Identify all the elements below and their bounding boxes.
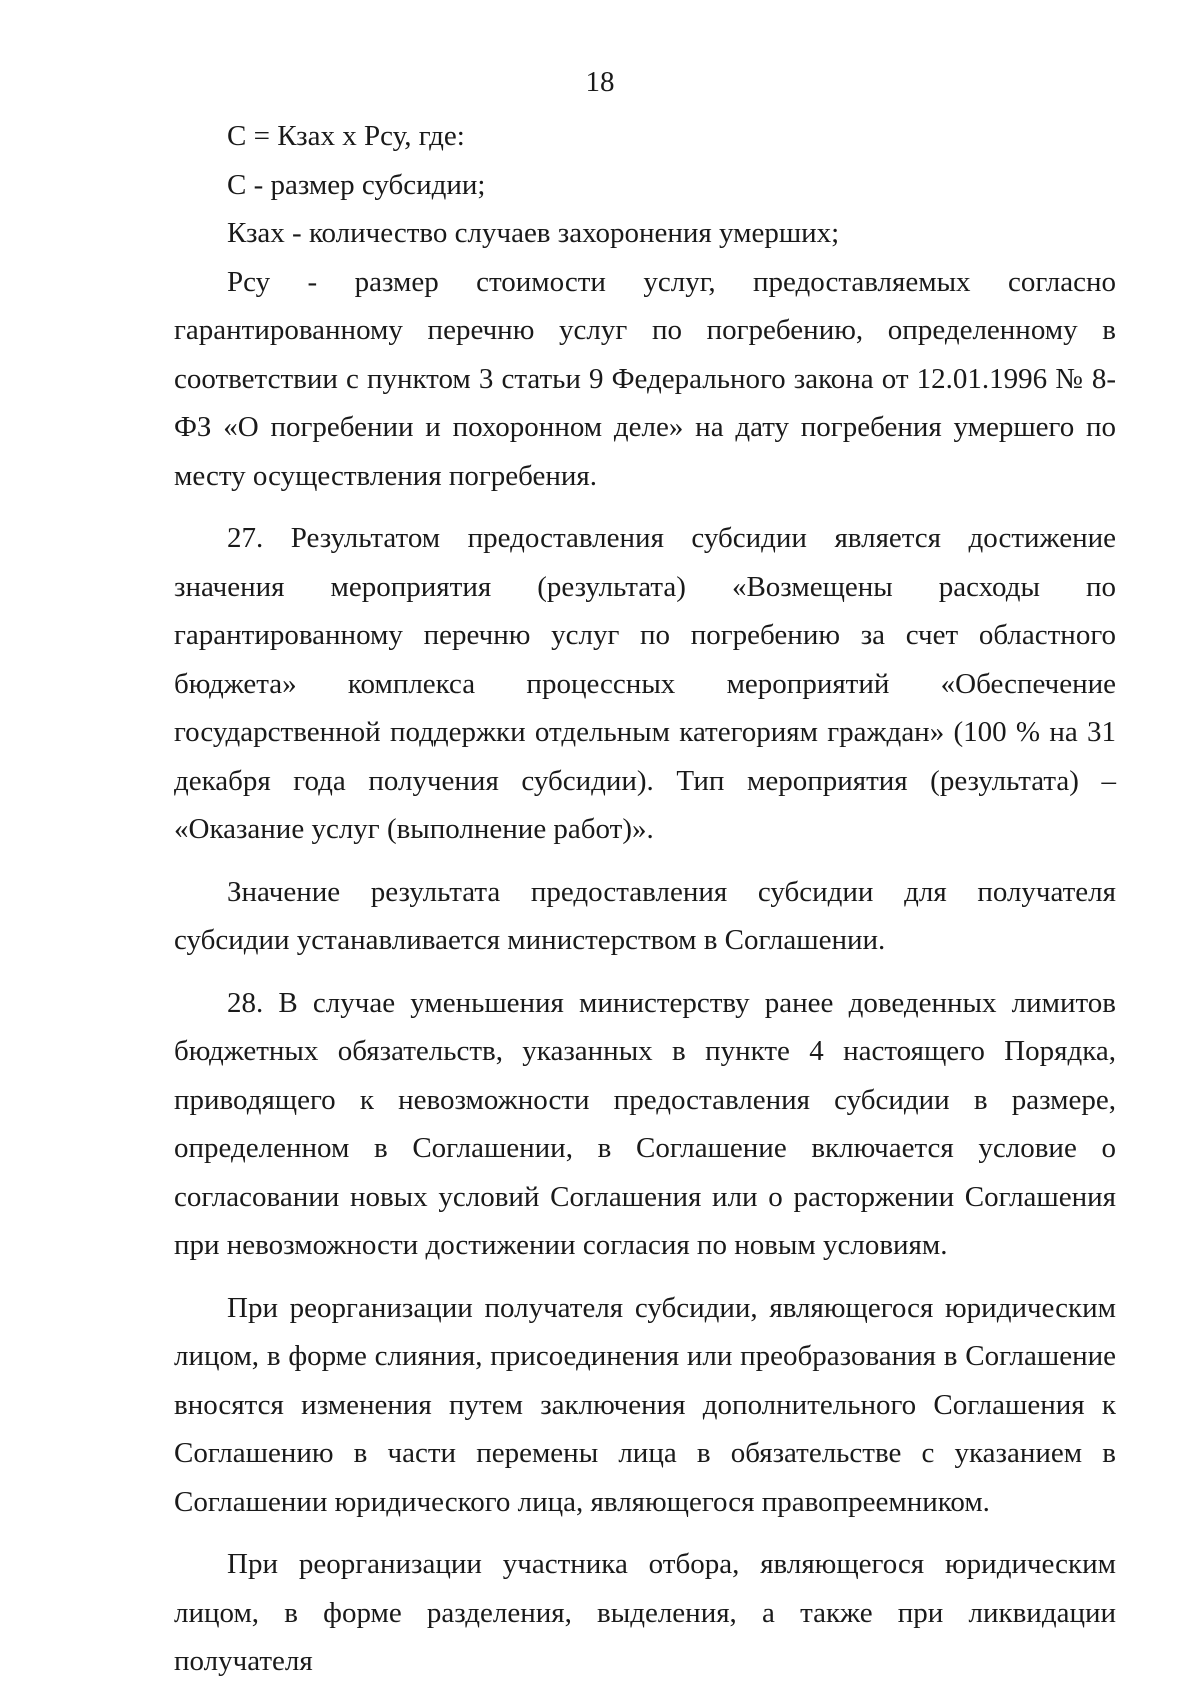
paragraph-reorganization-recipient: При реорганизации получателя субсидии, являющегося юридическим лицом, в форме слияния, присоединения или преобразования в Соглашение вносятся изменения путем заключения дополнительного Соглашения к Соглашению в части перемены лица в обязательстве с указанием в Соглашении юридического лица, являющегося правопреемником.: [174, 1291, 1116, 1518]
paragraph-27: 27. Результатом предоставления субсидии является достижение значения мероприятия (результата) «Возмещены расходы по гарантированному перечню услуг по погребению за счет областного бюджета» комплекса процессных мероприятий «Обеспечение государственной поддержки отдельным категориям граждан» (100 % на 31 декабря года получения субсидии). Тип мероприятия (результата) – «Оказание услуг (выполнение работ)».: [174, 522, 1116, 845]
document-body: [174, 112, 1116, 1686]
paragraph-28: 28. В случае уменьшения министерству ранее доведенных лимитов бюджетных обязательств, указанных в пункте 4 настоящего Порядка, приводящего к невозможности предоставления субсидии в размере, определенном в Соглашении, в Соглашение включается условие о согласовании новых условий Соглашения или о расторжении Соглашения при невозможности достижении согласия по новым условиям.: [174, 986, 1116, 1261]
definition-kzah: Кзах - количество случаев захоронения умерших;: [227, 217, 840, 249]
definition-c: С - размер субсидии;: [227, 168, 486, 201]
formula-line: С = Кзах х Рсу, где:: [227, 120, 465, 152]
page-number: 18: [585, 66, 615, 98]
definition-rsu: Рсу - размер стоимости услуг, предоставляемых согласно гарантированному перечню услуг по погребению, определенному в соответствии с пунктом 3 статьи 9 Федерального закона от 12.01.1996 № 8-ФЗ «О погребении и похоронном деле» на дату погребения умершего по месту осуществления погребения.: [174, 265, 1116, 492]
paragraph-result-value: Значение результата предоставления субсидии для получателя субсидии устанавливается министерством в Соглашении.: [174, 875, 1116, 956]
paragraph-reorganization-participant: При реорганизации участника отбора, являющегося юридическим лицом, в форме разделения, выделения, а также при ликвидации получателя: [174, 1548, 1116, 1677]
